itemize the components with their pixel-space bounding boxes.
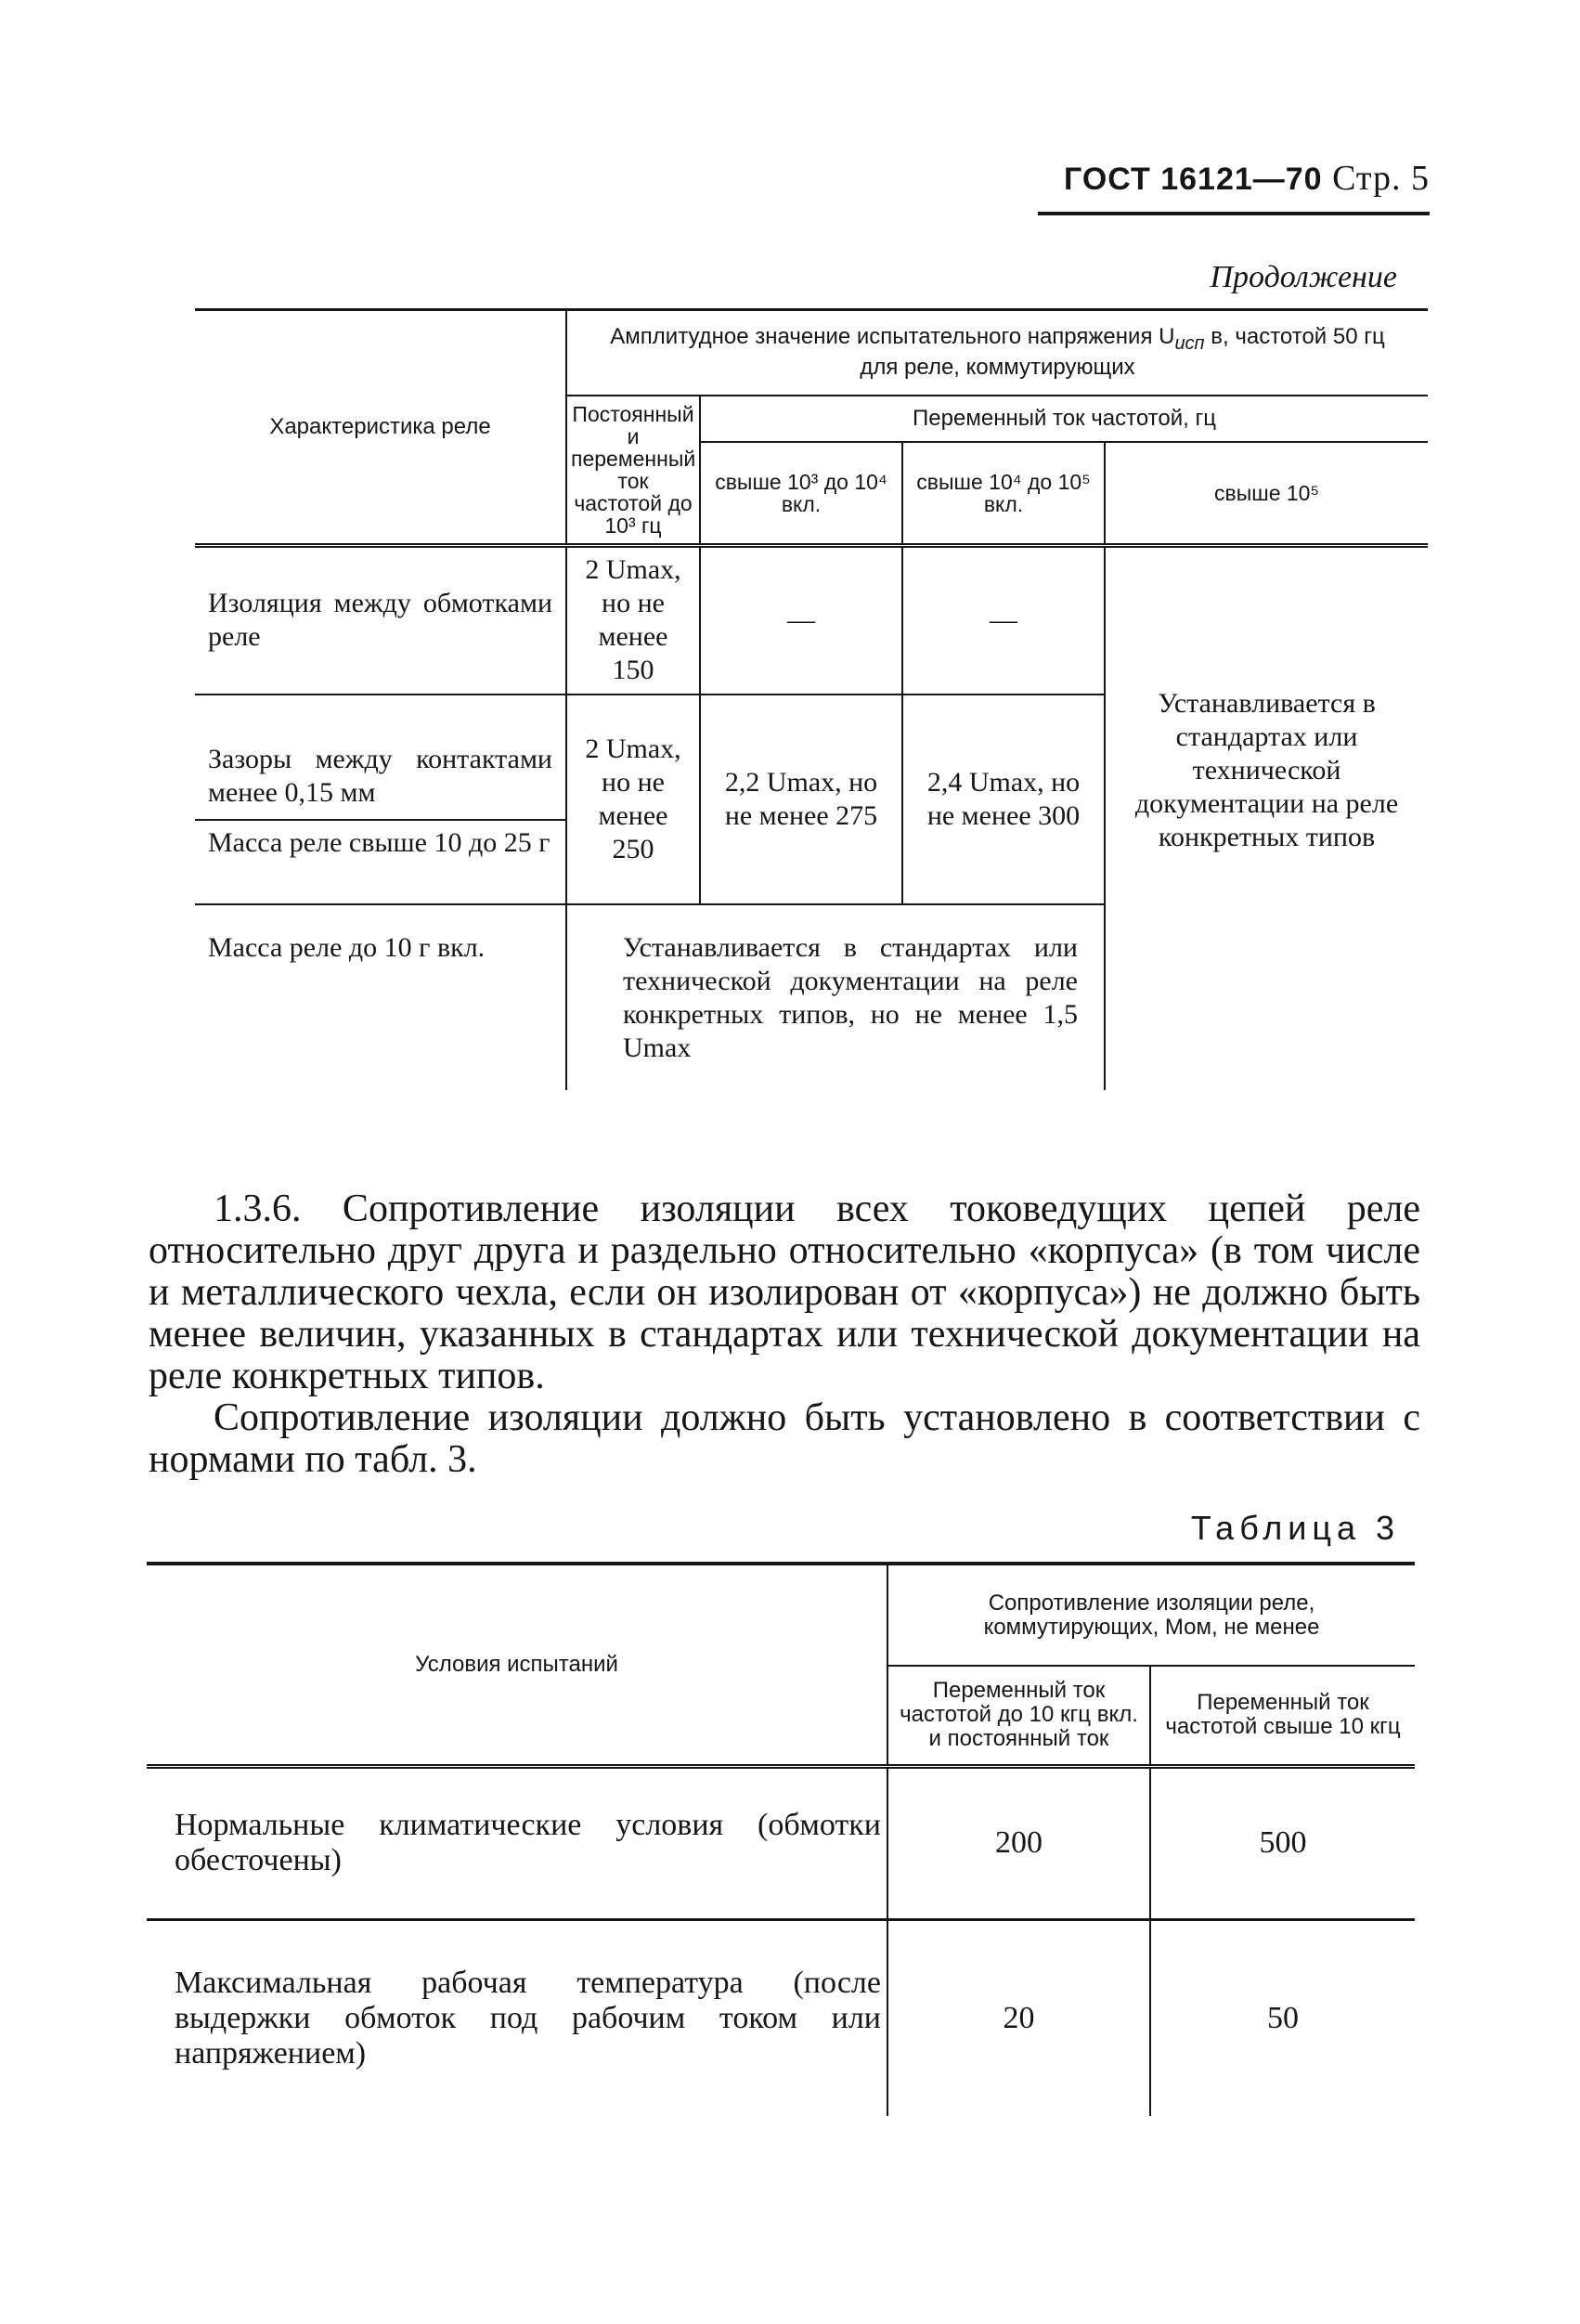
- section-paragraph: [149, 1188, 1420, 1481]
- voltage-table: [195, 308, 1428, 1090]
- col-header-group: [566, 310, 1428, 396]
- col-header-conditions: Условия испытаний: [147, 1564, 887, 1766]
- table-caption: Таблица 3: [1190, 1509, 1400, 1547]
- page-number: Стр. 5: [1332, 159, 1430, 198]
- col-header-characteristic: Характеристика реле: [195, 310, 566, 546]
- row-label-cell: [195, 695, 566, 904]
- resistance-table: [147, 1562, 1415, 2116]
- col-header-ac-group: Переменный ток частотой, гц: [700, 396, 1428, 442]
- cell-ac-2: —: [902, 546, 1105, 695]
- cell-ac-1: —: [700, 546, 902, 695]
- col-header-1: Переменный ток частотой до 10 кгц вкл. и постоянный ток: [887, 1666, 1150, 1766]
- cell-ac-1: 2,2 Umax, но не менее 275: [700, 695, 902, 904]
- col-header-2: Переменный ток частотой свыше 10 кгц: [1150, 1666, 1415, 1766]
- table-cell-value: 200: [887, 1766, 1150, 1919]
- table-cell-value: 50: [1150, 1919, 1415, 2116]
- continuation-label: Продолжение: [1210, 260, 1397, 294]
- paragraph-2: Сопротивление изоляции должно быть установлено в соответствии с нормами по табл. 3.: [149, 1396, 1420, 1481]
- cell-ac-2: 2,4 Umax, но не менее 300: [902, 695, 1105, 904]
- header-rule: [1038, 212, 1430, 215]
- table-cell-value: 500: [1150, 1766, 1415, 1919]
- col-header-group: Сопротивление изоляции реле, коммутирующих, Мом, не менее: [887, 1564, 1415, 1666]
- group-title-part1: Амплитудное значение испытательного напряжения U: [610, 324, 1175, 350]
- group-title-sub: исп: [1174, 333, 1205, 355]
- page-header: [1029, 158, 1430, 199]
- col-header-ac-1: свыше 10³ до 10⁴ вкл.: [700, 442, 902, 546]
- cell-ac-3-merged: Устанавливается в стандартах или технической документации на реле конкретных типов: [1105, 546, 1428, 1090]
- col-header-dc: Постоянный и переменный ток частотой до 10³ гц: [566, 396, 700, 546]
- row-label-2: Масса реле свыше 10 до 25 г: [208, 826, 550, 858]
- cell-dc: 2 Umax, но не менее 150: [566, 546, 700, 695]
- row-label: Зазоры между контактами менее 0,15 мм: [195, 734, 565, 821]
- group-title-part2: в, частотой 50 гц для реле, коммутирующих: [860, 324, 1385, 381]
- row-label: Изоляция между обмотками реле: [208, 588, 552, 653]
- table-cell-value: 20: [887, 1919, 1150, 2116]
- cell-dc: 2 Umax, но не менее 250: [566, 695, 700, 904]
- row-label: Масса реле до 10 г вкл.: [195, 904, 566, 1090]
- cell-merged: Устанавливается в стандартах или технической документации на реле конкретных типов, но не менее 1,5 Umax: [566, 904, 1105, 1090]
- standard-number: ГОСТ 16121—70: [1064, 162, 1323, 197]
- paragraph-1: 1.3.6. Сопротивление изоляции всех токоведущих цепей реле относительно друг друга и раздельно относительно «корпуса» (в том числе и металлического чехла, если он изолирован от «корпуса») не должно быть менее величин, указанных в стандартах или технической документации на реле конкретных типов.: [149, 1188, 1420, 1397]
- table-row-condition: Максимальная рабочая температура (после выдержки обмоток под рабочим током или напряжением): [147, 1919, 887, 2116]
- col-header-ac-2: свыше 10⁴ до 10⁵ вкл.: [902, 442, 1105, 546]
- col-header-ac-3: свыше 10⁵: [1105, 442, 1428, 546]
- table-row-condition: Нормальные климатические условия (обмотки обесточены): [175, 1808, 881, 1877]
